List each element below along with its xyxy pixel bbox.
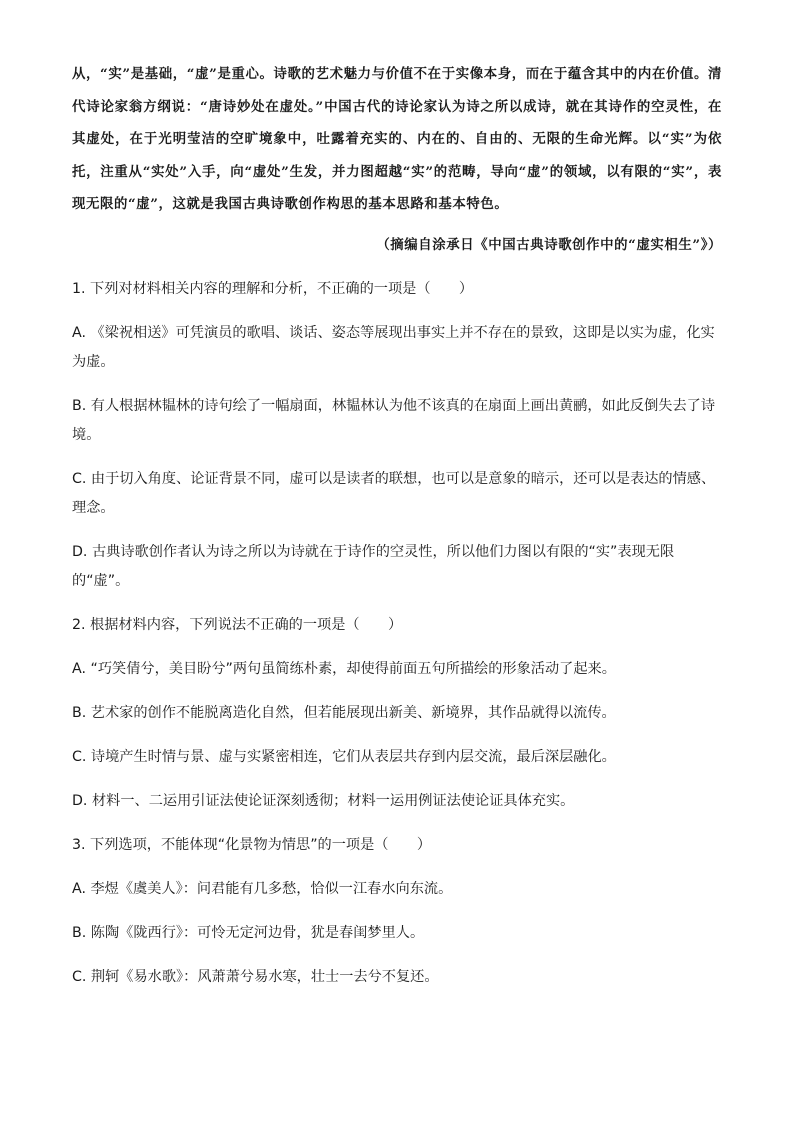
question-2-option-b: B. 艺术家的创作不能脱离造化自然，但若能展现出新美、新境界，其作品就得以流传。 [72, 705, 616, 721]
question-2 [72, 611, 722, 816]
question-3-stem: 3. 下列选项，不能体现“化景物为情思”的一项是（ ） [72, 837, 432, 853]
question-3 [72, 831, 722, 992]
question-1-stem: 1. 下列对材料相关内容的理解和分析，不正确的一项是（ ） [72, 281, 474, 297]
question-1-option-c: C. 由于切入角度、论证背景不同，虚可以是读者的联想，也可以是意象的暗示，还可以是表达的情感、理念。 [72, 471, 716, 516]
passage-source-citation: （摘编自涂承日《中国古典诗歌创作中的“虚实相生”》） [376, 237, 722, 253]
question-1-option-d: D. 古典诗歌创作者认为诗之所以为诗就在于诗作的空灵性，所以他们力图以有限的“实”表现无限的“虚”。 [72, 544, 675, 589]
passage-text-block [72, 58, 722, 221]
question-3-option-b: B. 陈陶《陇西行》：可怜无定河边骨，犹是春闺梦里人。 [72, 925, 425, 941]
question-2-option-d: D. 材料一、二运用引证法使论证深刻透彻；材料一运用例证法使论证具体充实。 [72, 793, 575, 809]
question-1-option-b: B. 有人根据林韫林的诗句绘了一幅扇面，林韫林认为他不该真的在扇面上画出黄鹂，如此反倒失去了诗境。 [72, 398, 716, 443]
question-1 [72, 275, 722, 596]
question-2-option-c: C. 诗境产生时情与景、虚与实紧密相连，它们从表层共存到内层交流，最后深层融化。 [72, 749, 616, 765]
question-2-option-a: A. “巧笑倩兮，美目盼兮”两句虽简练朴素，却使得前面五句所描绘的形象活动了起来。 [72, 661, 616, 677]
question-2-stem: 2. 根据材料内容，下列说法不正确的一项是（ ） [72, 617, 403, 633]
passage-paragraph: 从，“实”是基础，“虚”是重心。诗歌的艺术魅力与价值不在于实像本身，而在于蕴含其中的内在价值。清代诗论家翁方纲说：“唐诗妙处在虚处。”中国古代的诗论家认为诗之所以成诗，就在其诗作的空灵性，在其虚处，在于光明莹洁的空旷境象中，吐露着充实的、内在的、自由的、无限的生命光辉。以“实”为依托，注重从“实处”入手，向“虚处”生发，并力图超越“实”的范畴，导向“虚”的领域，以有限的“实”，表现无限的“虚”，这就是我国古典诗歌创作构思的基本思路和基本特色。 [72, 66, 722, 213]
question-3-option-c: C. 荆轲《易水歌》：风萧萧兮易水寒，壮士一去兮不复还。 [72, 969, 439, 985]
questions-section [72, 275, 722, 992]
question-1-option-a: A. 《梁祝相送》可凭演员的歌唱、谈话、姿态等展现出事实上并不存在的景致，这即是以实为虚，化实为虚。 [72, 325, 715, 370]
question-3-option-a: A. 李煜《虞美人》：问君能有几多愁，恰似一江春水向东流。 [72, 881, 453, 897]
